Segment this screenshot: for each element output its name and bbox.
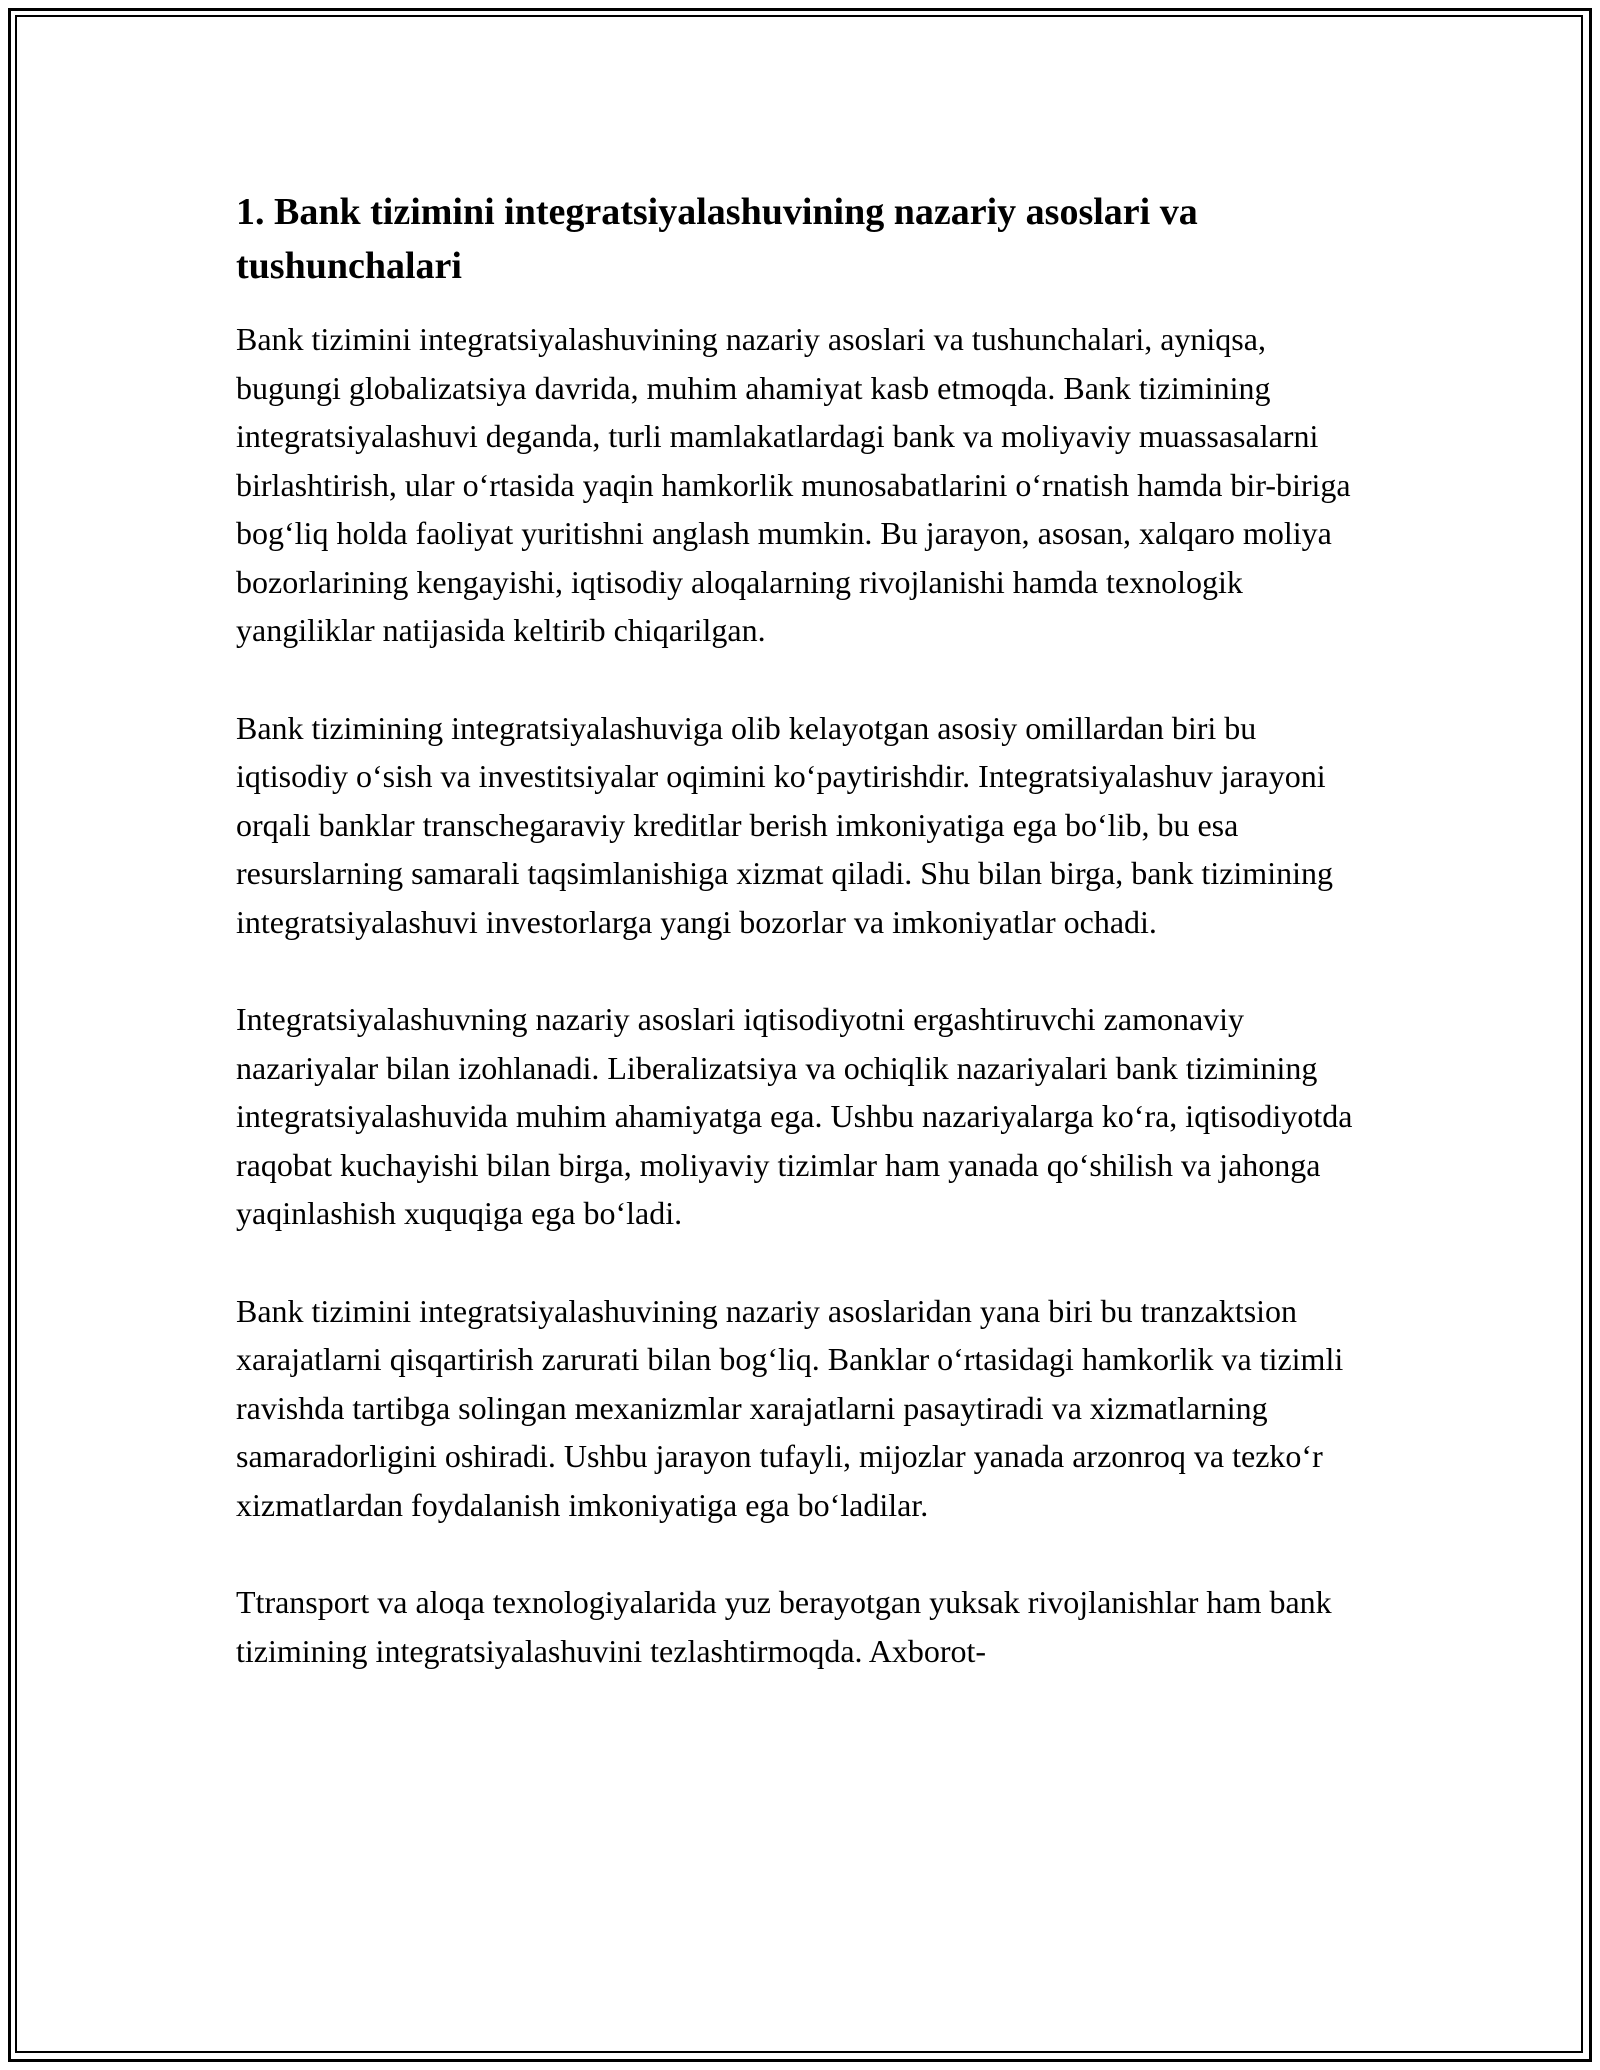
paragraph-5: Ttransport va aloqa texnologiyalarida yuz berayotgan yuksak rivojlanishlar ham bank tizimining integratsiyalashuvini tezlashtirmoqda. Axborot- xyxy=(236,1584,1332,1669)
paragraph-2: Bank tizimining integratsiyalashuviga olib kelayotgan asosiy omillardan biri bu iqtisodiy o‘sish va investitsiyalar oqimini ko‘paytirishdir. Integratsiyalashuv jarayoni orqali banklar transchegaraviy kreditlar berish imkoniyatiga ega bo‘lib, bu esa resurslarning samarali taqsimlanishiga xizmat qiladi. Shu bilan birga, bank tizimining integratsiyalashuvi investorlarga yangi bozorlar va imkoniyatlar ochadi. xyxy=(236,709,1333,940)
section-heading: 1. Bank tizimini integratsiyalashuvining nazariy asoslari va tushunchalari xyxy=(236,191,1198,287)
paragraph-3: Integratsiyalashuvning nazariy asoslari iqtisodiyotni ergashtiruvchi zamonaviy nazariyalar bilan izohlanadi. Liberalizatsiya va ochiqlik nazariyalari bank tizimining integratsiyalashuvida muhim ahamiyatga ega. Ushbu nazariyalarga ko‘ra, iqtisodiyotda raqobat kuchayishi bilan birga, moliyaviy tizimlar ham yanada qo‘shilish va jahonga yaqinlashish xuquqiga ega bo‘ladi. xyxy=(236,1001,1353,1231)
paragraph-4: Bank tizimini integratsiyalashuvining nazariy asoslaridan yana biri bu tranzaktsion xarajatlarni qisqartirish zarurati bilan bog‘liq. Banklar o‘rtasidagi hamkorlik va tizimli ravishda tartibga solingan mexanizmlar xarajatlarni pasaytiradi va xizmatlarning samaradorligini oshiradi. Ushbu jarayon tufayli, mijozlar yanada arzonroq va tezko‘r xizmatlardan foydalanish imkoniyatiga ega bo‘ladilar. xyxy=(236,1292,1344,1523)
document-body xyxy=(236,185,1366,1724)
paragraph-1: Bank tizimini integratsiyalashuvining nazariy asoslari va tushunchalari, ayniqsa, bugungi globalizatsiya davrida, muhim ahamiyat kasb etmoqda. Bank tizimining integratsiyalashuvi deganda, turli mamlakatlardagi bank va moliyaviy muassasalarni birlashtirish, ular o‘rtasida yaqin hamkorlik munosabatlarini o‘rnatish hamda bir-biriga bog‘liq holda faoliyat yuritishni anglash mumkin. Bu jarayon, asosan, xalqaro moliya bozorlarining kengayishi, iqtisodiy aloqalarning rivojlanishi hamda texnologik yangiliklar natijasida keltirib chiqarilgan. xyxy=(236,321,1351,648)
